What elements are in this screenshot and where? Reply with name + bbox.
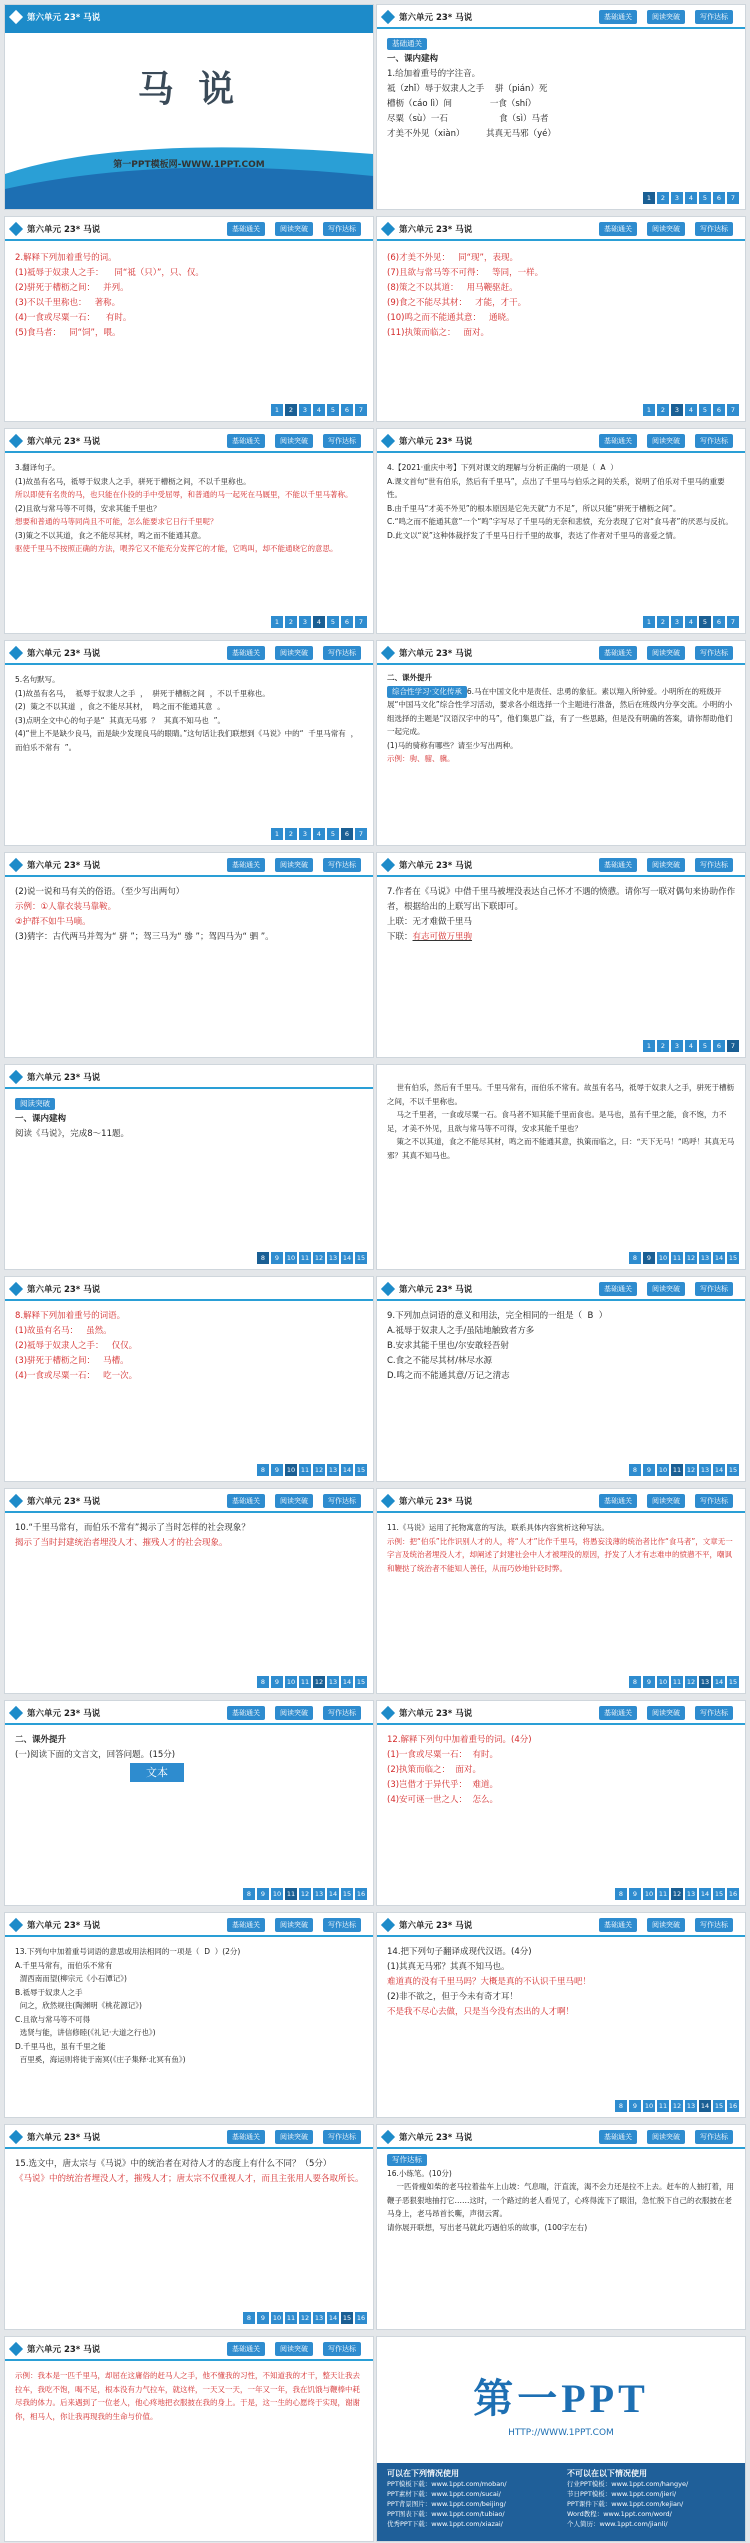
- page-button[interactable]: 10: [286, 1466, 296, 1474]
- slide-20: [376, 1912, 746, 2118]
- allowed-list: PPT模板下载：www.1ppt.com/moban/ PPT素材下载：www.1ppt.com/sucai/ PPT背景图片：www.1ppt.com/beijing/ PPT图表下载：www.1ppt.com/tubiao/ 优秀PPT下载：www.1ppt.com/xiazai/: [387, 2480, 507, 2528]
- header-title: 第六单元 23* 马说: [27, 13, 101, 23]
- question-text: 14.把下列句子翻译成现代汉语。(4分) (1)其真无马邪？其真不知马也。: [387, 1947, 532, 1972]
- page-button[interactable]: 11: [658, 1890, 668, 1898]
- slide-14: [376, 1276, 746, 1482]
- reading-button[interactable]: 阅读突破: [647, 10, 685, 24]
- question-text: 15.选文中，唐太宗与《马说》中的统治者在对待人才的态度上有什么不同？（5分）: [15, 2159, 332, 2169]
- reading-button[interactable]: 阅读突破: [275, 858, 313, 872]
- page-button[interactable]: 4: [313, 404, 325, 416]
- answer-text: 揭示了当时封建统治者埋没人才、摧残人才的社会现象。: [15, 1538, 228, 1548]
- question-text: (2)且欲与常马等不可得，安求其能千里也？: [15, 503, 161, 513]
- page-button[interactable]: 13: [686, 2102, 696, 2110]
- section-title: 一、课内建构: [387, 54, 439, 64]
- writing-button[interactable]: 写作达标: [695, 434, 733, 448]
- page-button[interactable]: 13: [328, 1466, 338, 1474]
- page-button[interactable]: 14: [700, 1890, 710, 1898]
- section-title: 二、课外提升: [15, 1735, 67, 1745]
- question-text: 5.名句默写。 (1)故虽有名马， 祗辱于奴隶人之手 ， 骈死于槽枥之间 ，不以千里称也。 (2) 策之不以其道 ，食之不能尽其材， 鸣之而不能通其意 。 (3)点明全文中心的句子是“ 其真无马邪 ？ 其真不知马也 ”。 (4)“世上不是缺少良马，而是缺少发现良马的眼睛。”这句话让我们联想到《马说》中的“ 千里马常有 ， 而伯乐不常有 ”。: [15, 675, 359, 752]
- question-text: 1.给加着重号的字注音。 祗（zhǐ）辱于奴隶人之手 骈（pián）死 槽枥（cáo lì）间 一食（shí） 尽粟（sù）一石 食（sì）马者 才美不外见（xiàn） 其真无马邪（yé）: [387, 69, 556, 139]
- writing-button[interactable]: 写作达标: [323, 858, 361, 872]
- page-button[interactable]: 8: [243, 1888, 255, 1900]
- slide-4: [376, 216, 746, 422]
- page-button[interactable]: 6: [713, 404, 725, 416]
- page-button[interactable]: 15: [356, 1466, 366, 1474]
- answer-text: 示例：驹、骝、骥。: [387, 754, 455, 763]
- page-button[interactable]: 8: [257, 1676, 269, 1688]
- basic-button[interactable]: 基础通关: [599, 646, 637, 660]
- page-button[interactable]: 12: [314, 1254, 324, 1262]
- header-title: 第六单元 23* 马说: [399, 1285, 473, 1295]
- basic-button[interactable]: 基础通关: [599, 1706, 637, 1720]
- page-button[interactable]: 12: [672, 2102, 682, 2110]
- page-button[interactable]: 1: [643, 616, 655, 628]
- page-button[interactable]: 9: [271, 1252, 283, 1264]
- writing-button[interactable]: 写作达标: [695, 222, 733, 236]
- question-text: 6.马在中国文化中是责任、忠勇的象征。素以翔入所钟爱。小明所在的班级开展“中国马文化”综合性学习活动，要求各小组选择一个主题进行准备，然后在班级内分享交流。小明的小组选择的主题是“汉语汉字中的马”，他们集思广益，有了一些思路，但是没有明确的答案，请你帮助他们一起完成。 (1)马的骑称有哪些？请至少写出两种。: [387, 686, 733, 750]
- reading-button[interactable]: 阅读突破: [275, 646, 313, 660]
- answer-text: 示例：①人靠衣装马靠鞍。 ②护群不如牛马嘀。: [15, 902, 117, 927]
- page-button[interactable]: 2: [657, 192, 669, 204]
- basic-button[interactable]: 基础通关: [227, 646, 265, 660]
- reading-button[interactable]: 阅读突破: [647, 1706, 685, 1720]
- basic-button[interactable]: 基础通关: [227, 858, 265, 872]
- header-title: 第六单元 23* 马说: [27, 1921, 101, 1931]
- page-button[interactable]: 7: [355, 404, 367, 416]
- answer-text: 想要和普通的马等同尚且不可能，怎么能要求它日行千里呢？: [15, 517, 218, 526]
- reading-button[interactable]: 阅读突破: [647, 2130, 685, 2144]
- page-button[interactable]: 14: [342, 1678, 352, 1686]
- header-title: 第六单元 23* 马说: [399, 649, 473, 659]
- question-text: 4.【2021·重庆中考】下列对课文的理解与分析正确的一项是（ A ） A.课文首句“世有伯乐，然后有千里马”，点出了千里马与伯乐之间的关系，说明了伯乐对千里马的重要性。 B.由千里马“才美不外见”的根本原因是它先天就“力不足”，所以只能“骈死于槽枥之间”。 C.“鸣之而不能通其意”一个“鸣”字写尽了千里马的无奈和悲愤，充分表现了它对“食马者”的厌恶与反抗。 D.此文以“说”这种体裁抒发了千里马日行千里的故事，表达了作者对千里马的喜爱之情。: [387, 463, 733, 540]
- question-text: 2.解释下列加着重号的词。 (1)祗辱于奴隶人之手： 同“祗（只）”，只、仅。 (2)骈死于槽枥之间： 并列。 (3)不以千里称也： 著称。 (4)一食或尽粟一石： 有时。 (5)食马者： 同“饲”，喂。: [15, 253, 204, 338]
- header-title: 第六单元 23* 马说: [399, 861, 473, 871]
- section-tag: 综合性学习·文化传承: [387, 686, 467, 698]
- answer-text: 示例：我本是一匹千里马，却屈在这庸俗的赶马人之手，他不懂我的习性，不知道我的才干，整天让我去拉车，我吃不饱，喝不足，根本没有力气拉车，就这样，一天又一天，一年又一年，我在饥饿与鞭棒中耗尽我的体力。后来遇到了一位老人，他心疼地把衣服披在我的身上。于是，这一生的心愿终于实现，谢谢你，相马人，你让我再现我的生命与价值。: [15, 2371, 360, 2421]
- page-button[interactable]: 3: [671, 1040, 683, 1052]
- writing-button[interactable]: 写作达标: [695, 646, 733, 660]
- answer-text: 驱使千里马不按照正确的方法，喂养它又不能充分发挥它的才能，它鸣叫，却不能通晓它的意思。: [15, 544, 338, 553]
- ppt-footer: [377, 2463, 745, 2541]
- answer-text: 有志可做万里驹: [412, 932, 473, 942]
- slide-19: [4, 1912, 374, 2118]
- page-button[interactable]: 4: [685, 404, 697, 416]
- allowed-title: 可以在下列情况使用: [387, 2469, 459, 2478]
- writing-button[interactable]: 写作达标: [323, 1706, 361, 1720]
- page-button[interactable]: 8: [629, 1252, 641, 1264]
- question-text: (一)阅读下面的文言文，回答问题。(15分): [15, 1750, 176, 1760]
- basic-button[interactable]: 基础通关: [227, 1918, 265, 1932]
- question-text: (3)策之不以其道，食之不能尽其材，鸣之而不能通其意。: [15, 530, 206, 540]
- question-text: (2)非不欲之，但于今未有奇才耳！: [387, 1992, 519, 2002]
- page-button[interactable]: 2: [657, 616, 669, 628]
- page-button[interactable]: 14: [328, 1890, 338, 1898]
- page-button[interactable]: 10: [272, 2314, 282, 2322]
- header-title: 第六单元 23* 马说: [27, 1073, 101, 1083]
- header-title: 第六单元 23* 马说: [27, 2345, 101, 2355]
- page-button[interactable]: 12: [300, 1890, 310, 1898]
- page-button[interactable]: 9: [271, 1464, 283, 1476]
- page-button[interactable]: 2: [285, 828, 297, 840]
- page-button[interactable]: 1: [271, 616, 283, 628]
- writing-button[interactable]: 写作达标: [695, 1706, 733, 1720]
- page-button[interactable]: 6: [713, 1040, 725, 1052]
- page-button[interactable]: 15: [356, 1678, 366, 1686]
- question-text: 8.解释下列加着重号的词语。 (1)故虽有名马： 虽然。 (2)祗辱于奴隶人之手： 仅仅。 (3)骈死于槽枥之间： 马槽。 (4)一食或尽粟一石： 吃一次。: [15, 1311, 138, 1381]
- basic-button[interactable]: 基础通关: [227, 2342, 265, 2356]
- text-button[interactable]: 文本: [130, 1763, 184, 1782]
- answer-text: 不是我不尽心去做，只是当今没有杰出的人才啊！: [387, 2007, 575, 2017]
- page-button[interactable]: 12: [686, 1254, 696, 1262]
- page-button[interactable]: 2: [285, 404, 297, 416]
- header-title: 第六单元 23* 马说: [399, 13, 473, 23]
- basic-button[interactable]: 基础通关: [227, 434, 265, 448]
- header-title: 第六单元 23* 马说: [27, 2133, 101, 2143]
- question-text: 3.翻译句子。 (1)故虽有名马，祗辱于奴隶人之手，骈死于槽枥之间，不以千里称也。: [15, 463, 251, 486]
- slide-11: [4, 1064, 374, 1270]
- question-text: (6)才美不外见： 同“现”，表现。 (7)且欲与常马等不可得： 等同，一样。 (8)策之不以其道： 用马鞭驱赶。 (9)食之不能尽其材： 才能，才干。 (10)鸣之而不能通其意： 通晓。 (11)执策而临之： 面对。: [387, 253, 544, 338]
- writing-button[interactable]: 写作达标: [695, 1918, 733, 1932]
- page-button[interactable]: 15: [342, 2314, 352, 2322]
- ppt-logo-title: 第一PPT: [473, 2376, 649, 2421]
- header-title: 第六单元 23* 马说: [399, 2133, 473, 2143]
- basic-button[interactable]: 基础通关: [227, 222, 265, 236]
- answer-text: 难道真的没有千里马吗？大概是真的不认识千里马吧！: [387, 1977, 592, 1987]
- page-button[interactable]: 9: [257, 2312, 269, 2324]
- page-button[interactable]: 6: [341, 828, 353, 840]
- page-button[interactable]: 3: [299, 404, 311, 416]
- forbidden-title: 不可以在以下情况使用: [567, 2469, 647, 2478]
- diamond-icon: [381, 10, 395, 24]
- question-text: 12.解释下列句中加着重号的词。(4分) (1)一食或尽粟一石： 有时。 (2)执策而临之： 面对。 (3)岂借才于异代乎： 难道。 (4)安可诬一世之人： 怎么。: [387, 1735, 532, 1805]
- page-button[interactable]: 16: [356, 2314, 366, 2322]
- section-tag: 写作达标: [387, 2154, 427, 2166]
- page-button[interactable]: 16: [728, 2102, 738, 2110]
- page-button[interactable]: 8: [615, 2100, 627, 2112]
- question-text: 10.“千里马常有，而伯乐不常有”揭示了当时怎样的社会现象？: [15, 1523, 250, 1533]
- header-title: 第六单元 23* 马说: [27, 861, 101, 871]
- page-button[interactable]: 4: [685, 1040, 697, 1052]
- slide-8: [376, 640, 746, 846]
- writing-button[interactable]: 写作达标: [323, 222, 361, 236]
- writing-button[interactable]: 写作达标: [323, 434, 361, 448]
- header-title: 第六单元 23* 马说: [27, 649, 101, 659]
- page-button[interactable]: 14: [342, 1466, 352, 1474]
- reading-button[interactable]: 阅读突破: [647, 646, 685, 660]
- cover-subtitle: 第一PPT模板网-WWW.1PPT.COM: [113, 160, 265, 170]
- page-button[interactable]: 13: [686, 1890, 696, 1898]
- page-button[interactable]: 1: [643, 1040, 655, 1052]
- writing-button[interactable]: 写作达标: [323, 2342, 361, 2356]
- section-tag: 基础通关: [387, 38, 427, 50]
- cover-header: [5, 5, 373, 33]
- question-text: 7.作者在《马说》中借千里马被埋没表达自己怀才不遇的愤懑。请你写一联对偶句来协助作作者，根据给出的上联写出下联即可。 上联：无才难做千里马 下联：: [387, 887, 736, 942]
- cover-title: 马 说: [137, 69, 241, 110]
- page-button[interactable]: 3: [671, 616, 683, 628]
- question-text: (2)说一说和马有关的俗语。（至少写出两句）: [15, 887, 185, 897]
- page-button[interactable]: 10: [272, 1890, 282, 1898]
- page-button[interactable]: 3: [299, 828, 311, 840]
- page-button[interactable]: 3: [299, 616, 311, 628]
- reading-button[interactable]: 阅读突破: [275, 1918, 313, 1932]
- page-button[interactable]: 15: [356, 1254, 366, 1262]
- slide-17: [4, 1700, 374, 1906]
- question-text: 阅读《马说》，完成8～11题。: [15, 1129, 129, 1139]
- page-button[interactable]: 15: [728, 1466, 738, 1474]
- ppt-url[interactable]: HTTP://WWW.1PPT.COM: [508, 2428, 614, 2438]
- reading-button[interactable]: 阅读突破: [647, 1282, 685, 1296]
- section-title: 一、课内建构: [15, 1114, 67, 1124]
- slide-18: [376, 1700, 746, 1906]
- answer-text: 示例：把“伯乐”比作识别人才的人，将“人才”比作千里马，将愚妄浅薄的统治者比作“食马者”，文章无一字言及统治者埋没人才，却阐述了封建社会中人才被埋没的原因，抒发了人才有志难申的愤懑不平，嘲讽和鞭挞了统治者不能知人善任，从而巧妙地针砭时弊。: [387, 1536, 733, 1573]
- page-button[interactable]: 4: [313, 828, 325, 840]
- page-button[interactable]: 16: [356, 1890, 366, 1898]
- page-button[interactable]: 11: [300, 1254, 310, 1262]
- writing-button[interactable]: 写作达标: [695, 2130, 733, 2144]
- page-button[interactable]: 3: [671, 192, 683, 204]
- page-button[interactable]: 11: [672, 1254, 682, 1262]
- page-button[interactable]: 11: [672, 1466, 682, 1474]
- basic-button[interactable]: 基础通关: [227, 1706, 265, 1720]
- page-button[interactable]: 2: [657, 1040, 669, 1052]
- page-button[interactable]: 14: [714, 1254, 724, 1262]
- basic-button[interactable]: 基础通关: [599, 1282, 637, 1296]
- reading-button[interactable]: 阅读突破: [275, 434, 313, 448]
- basic-button[interactable]: 基础通关: [599, 1494, 637, 1508]
- page-button[interactable]: 15: [342, 1890, 352, 1898]
- reading-button[interactable]: 阅读突破: [275, 2130, 313, 2144]
- slide-7: [4, 640, 374, 846]
- page-button[interactable]: 13: [700, 1466, 710, 1474]
- page-button[interactable]: 13: [328, 1254, 338, 1262]
- page-button[interactable]: 4: [685, 616, 697, 628]
- writing-button[interactable]: 写作达标: [323, 1918, 361, 1932]
- page-button[interactable]: 10: [658, 1466, 668, 1474]
- page-button[interactable]: 12: [314, 1678, 324, 1686]
- page-button[interactable]: 13: [700, 1678, 710, 1686]
- page-button[interactable]: 1: [643, 404, 655, 416]
- section-tag: 阅读突破: [15, 1098, 55, 1110]
- slide-ad: [376, 2336, 746, 2542]
- question-text: 16.小练笔。(10分) 一匹骨瘦如柴的老马拉着盐车上山坡：气息喘，汗直流，渴不会力还是拉不上去。赶车的人抽打着，用鞭子恶狠狠地抽打它……这时，一个路过的老人看见了，心疼得流下了眼泪，急忙脱下自己的衣服披在老马身上，老马昂首长嘶，声彻云霄。 请你展开联想，写出老马就此巧遇伯乐的故事，(100字左右): [387, 2168, 735, 2232]
- page-button[interactable]: 13: [314, 1890, 324, 1898]
- page-button[interactable]: 15: [728, 1678, 738, 1686]
- page-button[interactable]: 5: [327, 828, 339, 840]
- header-title: 第六单元 23* 马说: [399, 437, 473, 447]
- page-button[interactable]: 7: [727, 1040, 739, 1052]
- page-button[interactable]: 10: [658, 1678, 668, 1686]
- slide-5: [4, 428, 374, 634]
- page-button[interactable]: 3: [671, 404, 683, 416]
- page-button[interactable]: 7: [355, 828, 367, 840]
- page-button[interactable]: 14: [714, 1678, 724, 1686]
- basic-button[interactable]: 基础通关: [599, 10, 637, 24]
- slide-cover: [4, 4, 374, 210]
- question-text: 11.《马说》运用了托物寓意的写法，联系具体内容赏析这种写法。: [387, 1523, 609, 1532]
- reading-button[interactable]: 阅读突破: [275, 222, 313, 236]
- writing-button[interactable]: 写作达标: [695, 10, 733, 24]
- slide-16: [376, 1488, 746, 1694]
- header-title: 第六单元 23* 马说: [399, 225, 473, 235]
- slide-9: [4, 852, 374, 1058]
- slide-10: [376, 852, 746, 1058]
- basic-button[interactable]: 基础通关: [599, 434, 637, 448]
- answer-text: 所以即使有名贵的马，也只能在仆役的手中受屈辱，和普通的马一起死在马厩里，不能以千里马著称。: [15, 490, 353, 499]
- page-button[interactable]: 5: [327, 404, 339, 416]
- question-text: 9.下列加点词语的意义和用法，完全相同的一组是（ B ） A.祗辱于奴隶人之手/虽陆地触致者方多 B.安求其能千里也/尔安敢轻吾射 C.食之不能尽其材/林尽水源 D.鸣之而不能通其意/万记之清志: [387, 1311, 608, 1381]
- page-button[interactable]: 2: [657, 404, 669, 416]
- page-button[interactable]: 13: [328, 1678, 338, 1686]
- page-button[interactable]: 8: [629, 1676, 641, 1688]
- page-button[interactable]: 8: [257, 1464, 269, 1476]
- page-button[interactable]: 7: [727, 616, 739, 628]
- page-button[interactable]: 9: [643, 1676, 655, 1688]
- page-button[interactable]: 12: [300, 2314, 310, 2322]
- page-button[interactable]: 10: [286, 1254, 296, 1262]
- page-button[interactable]: 6: [341, 404, 353, 416]
- reading-button[interactable]: 阅读突破: [647, 222, 685, 236]
- page-button[interactable]: 1: [271, 404, 283, 416]
- page-button[interactable]: 14: [342, 1254, 352, 1262]
- basic-button[interactable]: 基础通关: [227, 1494, 265, 1508]
- slide-15: [4, 1488, 374, 1694]
- page-button[interactable]: 6: [713, 192, 725, 204]
- page-button[interactable]: 9: [629, 2100, 641, 2112]
- page-button[interactable]: 11: [658, 2102, 668, 2110]
- page-button[interactable]: 15: [714, 1890, 724, 1898]
- question-text: (3)猜字：古代两马并驾为“ 骈 ”；驾三马为“ 骖 ”；驾四马为“ 驷 ”。: [15, 932, 274, 942]
- page-button[interactable]: 9: [643, 1252, 655, 1264]
- page-button[interactable]: 16: [728, 1890, 738, 1898]
- slide-6: [376, 428, 746, 634]
- page-button[interactable]: 10: [644, 2102, 654, 2110]
- basic-button[interactable]: 基础通关: [599, 1918, 637, 1932]
- header-title: 第六单元 23* 马说: [399, 1709, 473, 1719]
- question-text: 13.下列句中加着重号词语的意思或用法相同的一项是（ D ）(2分) A.千里马常有，而伯乐不常有 渭西南而望(柳宗元《小石潭记》) B.祗辱于奴隶人之手 问之，欣然规往(陶渊明《桃花源记》) C.且欲与常马等不可得 选贤与能，讲信修睦(《礼记·大道之行也》) D.千里马也，虽有千里之能 百里奚，海运则将徙于南冥(《庄子集释·北冥有鱼》): [15, 1947, 241, 2064]
- reading-button[interactable]: 阅读突破: [275, 2342, 313, 2356]
- slide-2: [376, 4, 746, 210]
- basic-button[interactable]: 基础通关: [227, 2130, 265, 2144]
- page-button[interactable]: 4: [685, 192, 697, 204]
- reading-button[interactable]: 阅读突破: [647, 1918, 685, 1932]
- header-title: 第六单元 23* 马说: [27, 437, 101, 447]
- writing-button[interactable]: 写作达标: [323, 1494, 361, 1508]
- writing-button[interactable]: 写作达标: [695, 858, 733, 872]
- reading-button[interactable]: 阅读突破: [275, 1494, 313, 1508]
- page-button[interactable]: 12: [672, 1890, 682, 1898]
- reading-button[interactable]: 阅读突破: [647, 858, 685, 872]
- page-button[interactable]: 4: [313, 616, 325, 628]
- page-button[interactable]: 14: [714, 1466, 724, 1474]
- page-button[interactable]: 5: [699, 404, 711, 416]
- slide-12: [376, 1064, 746, 1270]
- slide-23: [4, 2336, 374, 2542]
- page-button[interactable]: 5: [699, 1040, 711, 1052]
- page-button[interactable]: 11: [286, 2314, 296, 2322]
- page-button[interactable]: 15: [714, 2102, 724, 2110]
- header-title: 第六单元 23* 马说: [27, 1497, 101, 1507]
- page-button[interactable]: 9: [629, 1888, 641, 1900]
- passage-text: 世有伯乐，然后有千里马。千里马常有，而伯乐不常有。故虽有名马，祗辱于奴隶人之手，骈死于槽枥之间，不以千里称也。 马之千里者，一食或尽粟一石。食马者不知其能千里而食也。是马也，虽有千里之能，食不饱，力不足，才美不外见，且欲与常马等不可得，安求其能千里也？ 策之不以其道，食之不能尽其材，鸣之而不能通其意，执策而临之，曰：“天下无马！”呜呼！其真无马邪？其真不知马也。: [387, 1083, 735, 1160]
- header-title: 第六单元 23* 马说: [399, 1921, 473, 1931]
- page-button[interactable]: 11: [672, 1678, 682, 1686]
- writing-button[interactable]: 写作达标: [323, 2130, 361, 2144]
- basic-button[interactable]: 基础通关: [599, 858, 637, 872]
- page-button[interactable]: 12: [686, 1466, 696, 1474]
- page-button[interactable]: 11: [300, 1466, 310, 1474]
- page-button[interactable]: 5: [699, 616, 711, 628]
- page-button[interactable]: 9: [257, 1888, 269, 1900]
- page-button[interactable]: 9: [643, 1464, 655, 1476]
- page-button[interactable]: 13: [314, 2314, 324, 2322]
- page-button[interactable]: 10: [644, 1890, 654, 1898]
- answer-text: 《马说》中的统治者埋没人才，摧残人才；唐太宗不仅重视人才，而且主张用人要各取所长。: [15, 2174, 364, 2184]
- page-button[interactable]: 5: [699, 192, 711, 204]
- header-title: 第六单元 23* 马说: [399, 1497, 473, 1507]
- writing-button[interactable]: 写作达标: [695, 1494, 733, 1508]
- header-title: 第六单元 23* 马说: [27, 1709, 101, 1719]
- page-button[interactable]: 5: [327, 616, 339, 628]
- page-button[interactable]: 11: [300, 1678, 310, 1686]
- page-button[interactable]: 9: [271, 1676, 283, 1688]
- forbidden-list: 行业PPT模板：www.1ppt.com/hangye/ 节日PPT模板：www.1ppt.com/jieri/ PPT课件下载：www.1ppt.com/kejian/ Word教程：www.1ppt.com/word/ 个人简历：www.1ppt.com/jianli/: [567, 2480, 689, 2528]
- page-button[interactable]: 8: [615, 1888, 627, 1900]
- page-button[interactable]: 7: [355, 616, 367, 628]
- slide-3: [4, 216, 374, 422]
- slide-22: [376, 2124, 746, 2330]
- basic-button[interactable]: 基础通关: [599, 2130, 637, 2144]
- page-button[interactable]: 10: [658, 1254, 668, 1262]
- page-button[interactable]: 1: [643, 192, 655, 204]
- writing-button[interactable]: 写作达标: [695, 1282, 733, 1296]
- reading-button[interactable]: 阅读突破: [647, 434, 685, 448]
- page-button[interactable]: 11: [286, 1890, 296, 1898]
- page-button[interactable]: 14: [328, 2314, 338, 2322]
- slide-21: [4, 2124, 374, 2330]
- page-button[interactable]: 14: [700, 2102, 710, 2110]
- page-button[interactable]: 12: [314, 1466, 324, 1474]
- page-button[interactable]: 10: [286, 1678, 296, 1686]
- page-button[interactable]: 8: [243, 2312, 255, 2324]
- reading-button[interactable]: 阅读突破: [275, 1706, 313, 1720]
- pager: [641, 192, 739, 204]
- header-title: 第六单元 23* 马说: [27, 225, 101, 235]
- page-button[interactable]: 8: [629, 1464, 641, 1476]
- header-title: 第六单元 23* 马说: [27, 1285, 101, 1295]
- page-button[interactable]: 13: [700, 1254, 710, 1262]
- page-button[interactable]: 7: [727, 192, 739, 204]
- slide-13: [4, 1276, 374, 1482]
- page-button[interactable]: 2: [285, 616, 297, 628]
- page-button[interactable]: 6: [713, 616, 725, 628]
- page-button[interactable]: 6: [341, 616, 353, 628]
- page-button[interactable]: 8: [257, 1252, 269, 1264]
- page-button[interactable]: 12: [686, 1678, 696, 1686]
- writing-button[interactable]: 写作达标: [323, 646, 361, 660]
- section-title: 二、课外提升: [387, 673, 432, 682]
- page-button[interactable]: 15: [728, 1254, 738, 1262]
- reading-button[interactable]: 阅读突破: [647, 1494, 685, 1508]
- basic-button[interactable]: 基础通关: [599, 222, 637, 236]
- page-button[interactable]: 7: [727, 404, 739, 416]
- page-button[interactable]: 1: [271, 828, 283, 840]
